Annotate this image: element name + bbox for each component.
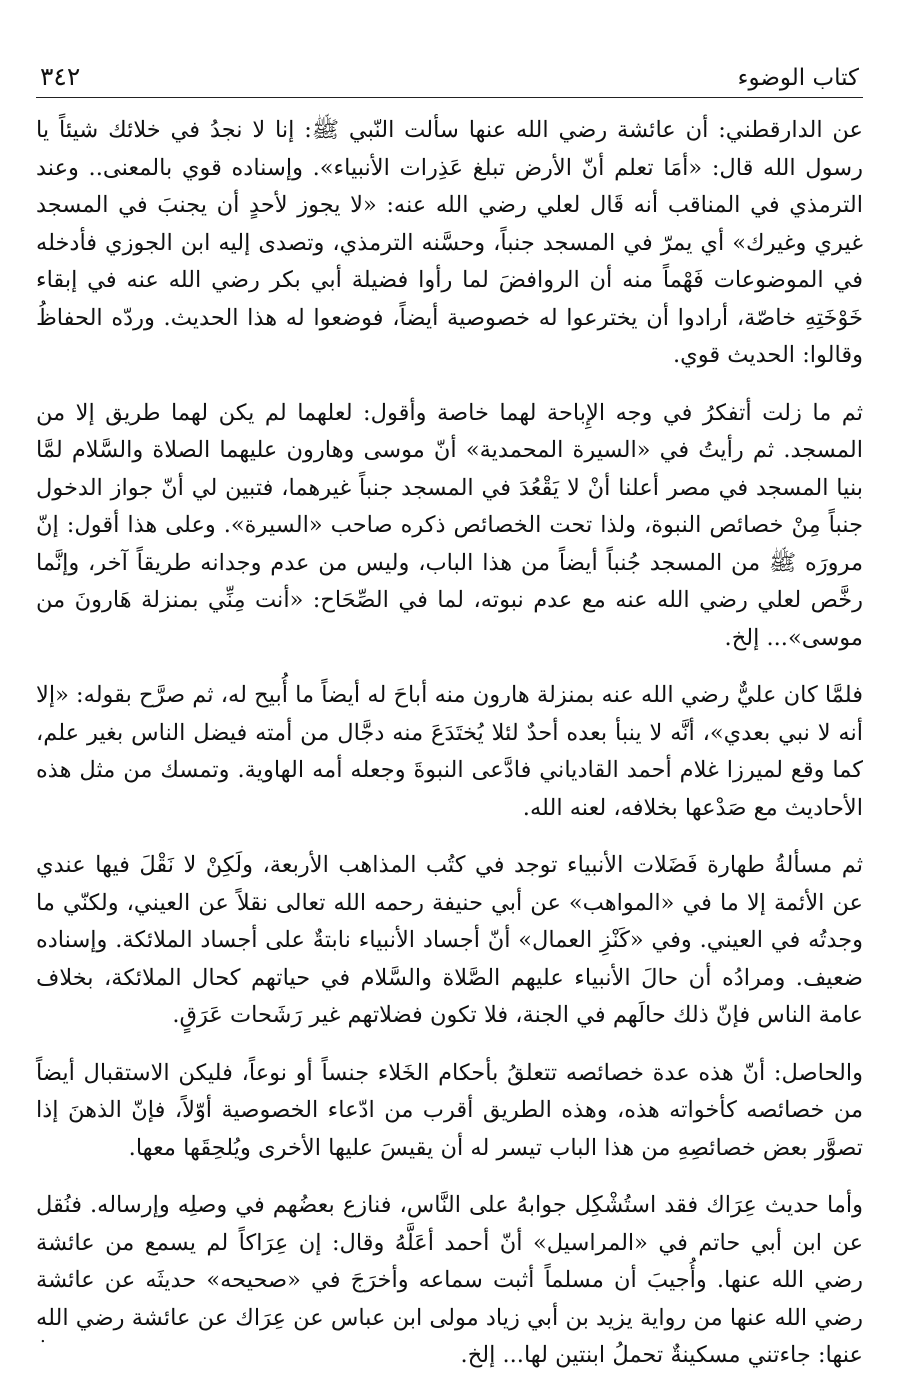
paragraph: عن الدارقطني: أن عائشة رضي الله عنها سألت النّبي ﷺ: إنا لا نجدُ في خلائك شيئاً يا رسول الله قال: «أمَا تعلم أنّ الأرض تبلغ عَذِرات الأنبياء». وإسناده قوي بالمعنى.. وعند الترمذي في المناقب أنه قَال لعلي رضي الله عنه: «لا يجوز لأحدٍ أن يجنبَ في المسجد غيري وغيرك» أي يمرّ في المسجد جنباً، وحسَّنه الترمذي، وتصدى إليه ابن الجوزي فأدخله في الموضوعات فَهْماً منه أن الروافضَ لما رأوا فضيلة أبي بكر رضي الله عنه في إبقاء خَوْخَتِهِ خاصّة، أرادوا أن يخترعوا له خصوصية أيضاً، فوضعوا له هذا الحديث. وردّه الحفاظُ وقالوا: الحديث قوي.	[36, 117, 863, 368]
footer-mark: .	[40, 1326, 46, 1347]
paragraph: ثم ما زلت أتفكرُ في وجه الإِباحة لهما خاصة وأقول: لعلهما لم يكن لهما طريق إلا من المسجد. ثم رأيتُ في «السيرة المحمدية» أنّ موسى وهارون عليهما الصلاة والسَّلام لمَّا بنيا المسجد في مصر أعلنا أنْ لا يَقْعُدَ في المسجد جنباً غيرهما، فتبين لي أنّ جواز الدخول جنباً مِنْ خصائص النبوة، ولذا تحت الخصائص ذكره صاحب «السيرة». وعلى هذا أقول: إنّ مرورَه ﷺ من المسجد جُنباً أيضاً من هذا الباب، وليس من عدم وجدانه طريقاً آخر، وإنَّما رخَّص لعلي رضي الله عنه مع عدم نبوته، لما في الصِّحَاح: «أنت مِنِّي بمنزلة هَارونَ من موسى»... إلخ.	[36, 399, 863, 651]
page-number: ٣٤٢	[40, 62, 81, 91]
paragraph: فلمَّا كان عليٌّ رضي الله عنه بمنزلة هارون منه أباحَ له أيضاً ما أُبيح له، ثم صرَّح بقوله: «إلا أنه لا نبي بعدي»، أنَّه لا ينبأ بعده أحدٌ لئلا يُختَدَعَ منه دجَّال من أمته فيضل الناس بغير علم، كما وقع لميرزا غلام أحمد القادياني فادَّعى النبوةَ وجعله أمه الهاوية. وتمسك من مثل هذه الأحاديث مع صَدْعها بخلافه، لعنه الله.	[36, 682, 863, 821]
paragraph: والحاصل: أنّ هذه عدة خصائصه تتعلقُ بأحكام الخَلاء جنساً أو نوعاً، فليكن الاستقبال أيضاً من خصائصه كأخواته هذه، وهذه الطريق أقرب من ادّعاء الخصوصية أوّلاً، فإنّ الذهنَ إذا تصوَّر بعض خصائصِهِ من هذا الباب تيسر له أن يقيسَ عليها الأخرى ويُلحِقَها معها.	[36, 1059, 863, 1161]
paragraph: وأما حديث عِرَاك فقد استُشْكِل جوابهُ على النَّاس، فنازع بعضُهم في وصلِه وإرساله. فنُقل عن ابن أبي حاتم في «المراسيل» أنّ أحمد أعَلَّهُ وقال: إن عِرَاكاً لم يسمع من عائشة رضي الله عنها. وأُجيبَ أن مسلماً أثبت سماعه وأخرَجَ في «صحيحه» حديثَه عن عائشة رضي الله عنها من رواية يزيد بن أبي زياد مولى ابن عباس عن عِرَاك عن عائشة رضي الله عنها: جاءتني مسكينةٌ تحملُ ابنتين لها... إلخ.	[36, 1192, 863, 1368]
book-title: كتاب الوضوء	[737, 65, 859, 91]
page-header	[36, 62, 863, 98]
paragraph: ثم مسألةُ طهارة فَضَلات الأنبياء توجد في كتُب المذاهب الأربعة، ولَكِنْ لا نَقْلَ فيها عندي عن الأئمة إلا ما في «المواهب» عن أبي حنيفة رحمه الله تعالى نقلاً عن العيني، ولكنّي ما وجدتُه في العيني. وفي «كَنْزِ العمال» أنّ أجساد الأنبياء نابتةٌ على أجساد الملائكة. وإسناده ضعيف. ومرادُه أن حالَ الأنبياء عليهم الصَّلاة والسَّلام في حياتهم كحال الملائكة، بخلاف عامة الناس فإنّ ذلك حالَهم في الجنة، فلا تكون فضلاتهم غير رَشَحات عَرَقٍ.	[36, 852, 863, 1028]
